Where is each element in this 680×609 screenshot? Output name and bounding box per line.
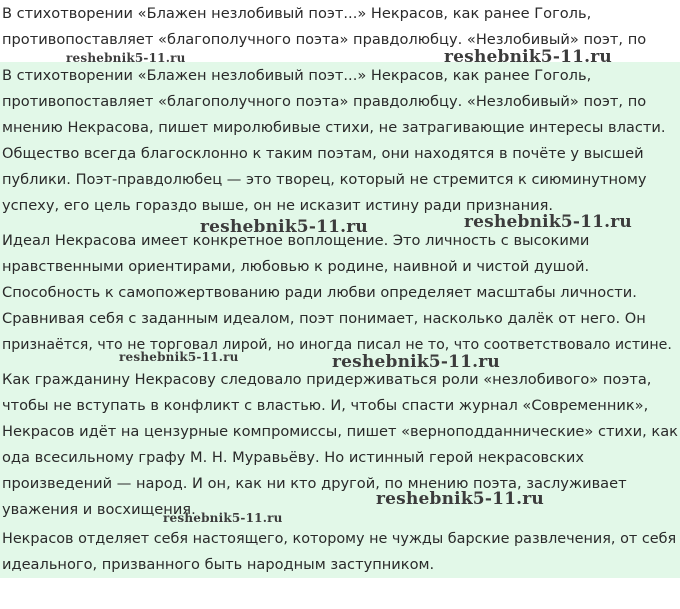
text-line: произведений — народ. И он, как ни кто другой, по мнению поэта, заслуживает xyxy=(2,475,627,492)
paragraph-2 xyxy=(2,228,678,358)
paragraph-1 xyxy=(2,63,678,219)
watermark: reshebnik5-11.ru xyxy=(376,489,544,509)
watermark: reshebnik5-11.ru xyxy=(66,51,186,65)
paragraph-3 xyxy=(2,367,678,523)
text-line: В стихотворении «Блажен незлобивый поэт...» Некрасов, как ранее Гоголь, xyxy=(2,67,592,84)
text-line: Идеал Некрасова имеет конкретное воплощение. Это личность с высокими xyxy=(2,232,590,249)
text-line: Некрасов отделяет себя настоящего, которому не чужды барские развлечения, от себя xyxy=(2,531,677,547)
text-line: уважения и восхищения. xyxy=(2,501,196,518)
text-line: чтобы не вступать в конфликт с властью. И, чтобы спасти журнал «Современник», xyxy=(2,397,649,414)
text-line: ода всесильному графу М. Н. Муравьёву. Но истинный герой некрасовских xyxy=(2,449,585,466)
watermark: reshebnik5-11.ru xyxy=(332,352,500,372)
watermark: reshebnik5-11.ru xyxy=(119,350,239,364)
watermark: reshebnik5-11.ru xyxy=(200,217,368,237)
text-line: Как гражданину Некрасову следовало придерживаться роли «незлобивого» поэта, xyxy=(2,371,652,388)
text-line: Общество всегда благосклонно к таким поэтам, они находятся в почёте у высшей xyxy=(2,145,644,162)
text-line: мнению Некрасова, пишет миролюбивые стихи, не затрагивающие интересы власти. xyxy=(2,119,666,136)
text-line: публики. Поэт-правдолюбец — это творец, который не стремится к сиюминутному xyxy=(2,171,647,188)
text-line: противопоставляет «благополучного поэта» правдолюбцу. «Незлобивый» поэт, по xyxy=(2,93,647,110)
text-line: нравственными ориентирами, любовью к родине, наивной и чистой душой. xyxy=(2,258,590,275)
top-paragraph xyxy=(2,1,678,53)
text-line: идеального, призванного быть народным заступником. xyxy=(2,556,435,573)
watermark: reshebnik5-11.ru xyxy=(444,47,612,67)
text-line: Сравнивая себя с заданным идеалом, поэт понимает, насколько далёк от него. Он xyxy=(2,310,646,327)
text-line: Способность к самопожертвованию ради любви определяет масштабы личности. xyxy=(2,284,637,301)
watermark: reshebnik5-11.ru xyxy=(163,511,283,525)
paragraph-4 xyxy=(2,526,678,578)
text-line: признаётся, что не торговал лирой, но иногда писал не то, что соответствовало истине. xyxy=(2,337,672,353)
text-line: противопоставляет «благополучного поэта» правдолюбцу. «Незлобивый» поэт, по xyxy=(2,31,647,48)
watermark: reshebnik5-11.ru xyxy=(464,212,632,232)
text-line: успеху, его цель гораздо выше, он не исказит истину ради признания. xyxy=(2,197,554,214)
text-line: В стихотворении «Блажен незлобивый поэт...» Некрасов, как ранее Гоголь, xyxy=(2,5,592,22)
text-line: Некрасов идёт на цензурные компромиссы, пишет «верноподданнические» стихи, как xyxy=(2,423,678,440)
